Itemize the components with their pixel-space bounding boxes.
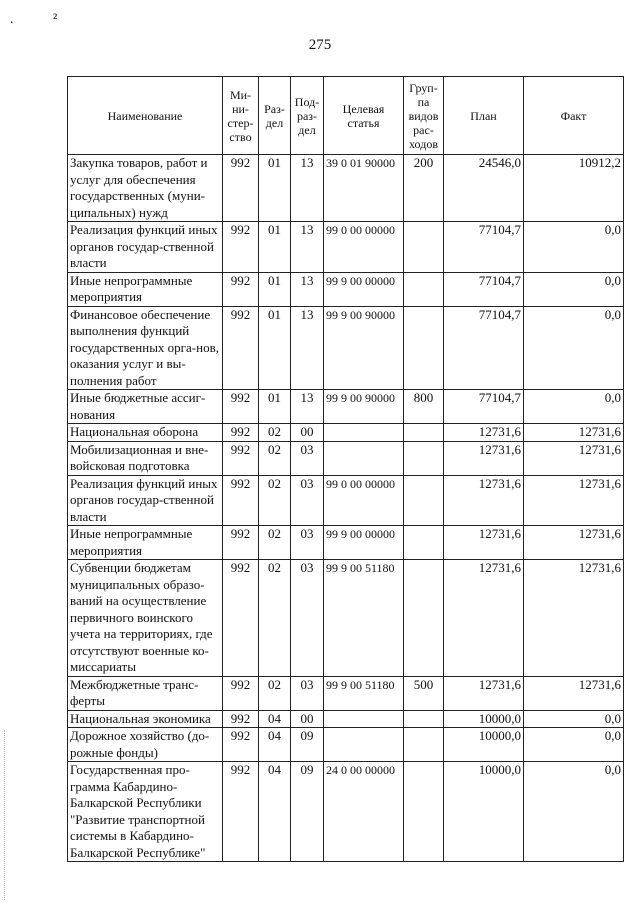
cell-plan: 12731,6: [444, 560, 524, 677]
table-row: [68, 762, 624, 862]
corner-mark: . ²: [10, 12, 76, 27]
cell-name: Иные непрограммные мероприятия: [68, 526, 223, 560]
cell-subsection: 03: [291, 475, 324, 526]
cell-target: 99 0 00 00000: [324, 475, 404, 526]
cell-group: [404, 762, 444, 862]
cell-ministry: 992: [223, 441, 259, 475]
cell-target: 99 9 00 90000: [324, 390, 404, 424]
cell-fact: 12731,6: [524, 560, 624, 677]
cell-name: Мобилизационная и вне-войсковая подготовка: [68, 441, 223, 475]
cell-name: Иные бюджетные ассиг-нования: [68, 390, 223, 424]
cell-name: Реализация функций иных органов государ-ственной власти: [68, 222, 223, 273]
cell-target: 99 9 00 00000: [324, 526, 404, 560]
cell-plan: 10000,0: [444, 762, 524, 862]
cell-fact: 12731,6: [524, 441, 624, 475]
header-target: Целевая статья: [324, 77, 404, 155]
cell-ministry: 992: [223, 560, 259, 677]
cell-section: 02: [259, 441, 291, 475]
cell-plan: 10000,0: [444, 728, 524, 762]
cell-subsection: 09: [291, 728, 324, 762]
cell-fact: 12731,6: [524, 424, 624, 442]
header-section: Раз- дел: [259, 77, 291, 155]
cell-subsection: 00: [291, 710, 324, 728]
table-row: [68, 306, 624, 390]
table-header-row: [68, 77, 624, 155]
cell-plan: 77104,7: [444, 390, 524, 424]
cell-section: 04: [259, 762, 291, 862]
table-row: [68, 441, 624, 475]
cell-plan: 77104,7: [444, 222, 524, 273]
cell-group: [404, 710, 444, 728]
cell-plan: 12731,6: [444, 424, 524, 442]
cell-fact: 12731,6: [524, 676, 624, 710]
cell-ministry: 992: [223, 222, 259, 273]
cell-ministry: 992: [223, 390, 259, 424]
cell-fact: 0,0: [524, 306, 624, 390]
cell-target: 99 9 00 00000: [324, 272, 404, 306]
cell-section: 01: [259, 222, 291, 273]
cell-subsection: 13: [291, 222, 324, 273]
cell-section: 02: [259, 560, 291, 677]
table-row: [68, 526, 624, 560]
cell-ministry: 992: [223, 762, 259, 862]
cell-subsection: 13: [291, 155, 324, 222]
cell-target: 99 0 00 00000: [324, 222, 404, 273]
cell-target: [324, 728, 404, 762]
cell-fact: 10912,2: [524, 155, 624, 222]
cell-group: [404, 222, 444, 273]
cell-section: 02: [259, 526, 291, 560]
cell-target: 99 9 00 51180: [324, 560, 404, 677]
cell-name: Межбюджетные транс-ферты: [68, 676, 223, 710]
cell-name: Финансовое обеспечение выполнения функций государственных орга-нов, оказания услуг и вы-полнения работ: [68, 306, 223, 390]
table-row: [68, 390, 624, 424]
cell-subsection: 03: [291, 560, 324, 677]
cell-section: 04: [259, 710, 291, 728]
header-group: Груп- па видов рас- ходов: [404, 77, 444, 155]
table-row: [68, 272, 624, 306]
cell-group: 800: [404, 390, 444, 424]
cell-ministry: 992: [223, 424, 259, 442]
table-row: [68, 475, 624, 526]
header-plan: План: [444, 77, 524, 155]
header-subsection: Под- раз- дел: [291, 77, 324, 155]
cell-group: 500: [404, 676, 444, 710]
cell-target: [324, 710, 404, 728]
table-row: [68, 560, 624, 677]
cell-ministry: 992: [223, 728, 259, 762]
cell-name: Иные непрограммные мероприятия: [68, 272, 223, 306]
cell-plan: 10000,0: [444, 710, 524, 728]
cell-ministry: 992: [223, 272, 259, 306]
cell-fact: 0,0: [524, 762, 624, 862]
cell-fact: 12731,6: [524, 475, 624, 526]
cell-group: [404, 272, 444, 306]
cell-section: 02: [259, 424, 291, 442]
cell-name: Дорожное хозяйство (до-рожные фонды): [68, 728, 223, 762]
cell-group: [404, 441, 444, 475]
cell-plan: 77104,7: [444, 272, 524, 306]
header-ministry: Ми- ни- стер- ство: [223, 77, 259, 155]
cell-section: 01: [259, 155, 291, 222]
cell-subsection: 09: [291, 762, 324, 862]
cell-group: 200: [404, 155, 444, 222]
cell-subsection: 00: [291, 424, 324, 442]
cell-subsection: 13: [291, 272, 324, 306]
table-row: [68, 222, 624, 273]
cell-plan: 12731,6: [444, 475, 524, 526]
cell-subsection: 03: [291, 441, 324, 475]
cell-section: 01: [259, 272, 291, 306]
cell-group: [404, 424, 444, 442]
cell-target: 24 0 00 00000: [324, 762, 404, 862]
cell-fact: 12731,6: [524, 526, 624, 560]
cell-group: [404, 560, 444, 677]
cell-section: 01: [259, 306, 291, 390]
header-fact: Факт: [524, 77, 624, 155]
cell-fact: 0,0: [524, 728, 624, 762]
cell-plan: 77104,7: [444, 306, 524, 390]
table-body: [68, 155, 624, 862]
cell-ministry: 992: [223, 475, 259, 526]
cell-plan: 12731,6: [444, 676, 524, 710]
cell-name: Реализация функций иных органов государ-ственной власти: [68, 475, 223, 526]
cell-target: [324, 441, 404, 475]
table-row: [68, 710, 624, 728]
header-name: Наименование: [68, 77, 223, 155]
cell-target: [324, 424, 404, 442]
cell-subsection: 13: [291, 306, 324, 390]
cell-ministry: 992: [223, 676, 259, 710]
budget-table: [67, 76, 624, 862]
cell-target: 99 9 00 51180: [324, 676, 404, 710]
cell-plan: 12731,6: [444, 441, 524, 475]
cell-subsection: 13: [291, 390, 324, 424]
cell-fact: 0,0: [524, 222, 624, 273]
cell-group: [404, 475, 444, 526]
cell-name: Национальная экономика: [68, 710, 223, 728]
table-row: [68, 728, 624, 762]
cell-subsection: 03: [291, 526, 324, 560]
cell-group: [404, 306, 444, 390]
cell-target: 99 9 00 90000: [324, 306, 404, 390]
table-row: [68, 676, 624, 710]
cell-fact: 0,0: [524, 710, 624, 728]
cell-ministry: 992: [223, 306, 259, 390]
cell-plan: 24546,0: [444, 155, 524, 222]
margin-dots: [4, 730, 6, 900]
cell-section: 01: [259, 390, 291, 424]
table-row: [68, 424, 624, 442]
cell-group: [404, 728, 444, 762]
cell-subsection: 03: [291, 676, 324, 710]
cell-name: Субвенции бюджетам муниципальных образо-ваний на осуществление первичного воинского учета на территориях, где отсутствуют военные ко-миссариаты: [68, 560, 223, 677]
cell-name: Закупка товаров, работ и услуг для обеспечения государственных (муни-ципальных) нужд: [68, 155, 223, 222]
cell-ministry: 992: [223, 155, 259, 222]
cell-plan: 12731,6: [444, 526, 524, 560]
cell-ministry: 992: [223, 526, 259, 560]
cell-ministry: 992: [223, 710, 259, 728]
cell-target: 39 0 01 90000: [324, 155, 404, 222]
cell-section: 02: [259, 475, 291, 526]
cell-fact: 0,0: [524, 272, 624, 306]
cell-section: 04: [259, 728, 291, 762]
table-row: [68, 155, 624, 222]
cell-name: Национальная оборона: [68, 424, 223, 442]
page-number: 275: [308, 37, 332, 53]
cell-section: 02: [259, 676, 291, 710]
cell-group: [404, 526, 444, 560]
cell-fact: 0,0: [524, 390, 624, 424]
cell-name: Государственная про-грамма Кабардино-Балкарской Республики "Развитие транспортной системы в Кабардино-Балкарской Республике": [68, 762, 223, 862]
